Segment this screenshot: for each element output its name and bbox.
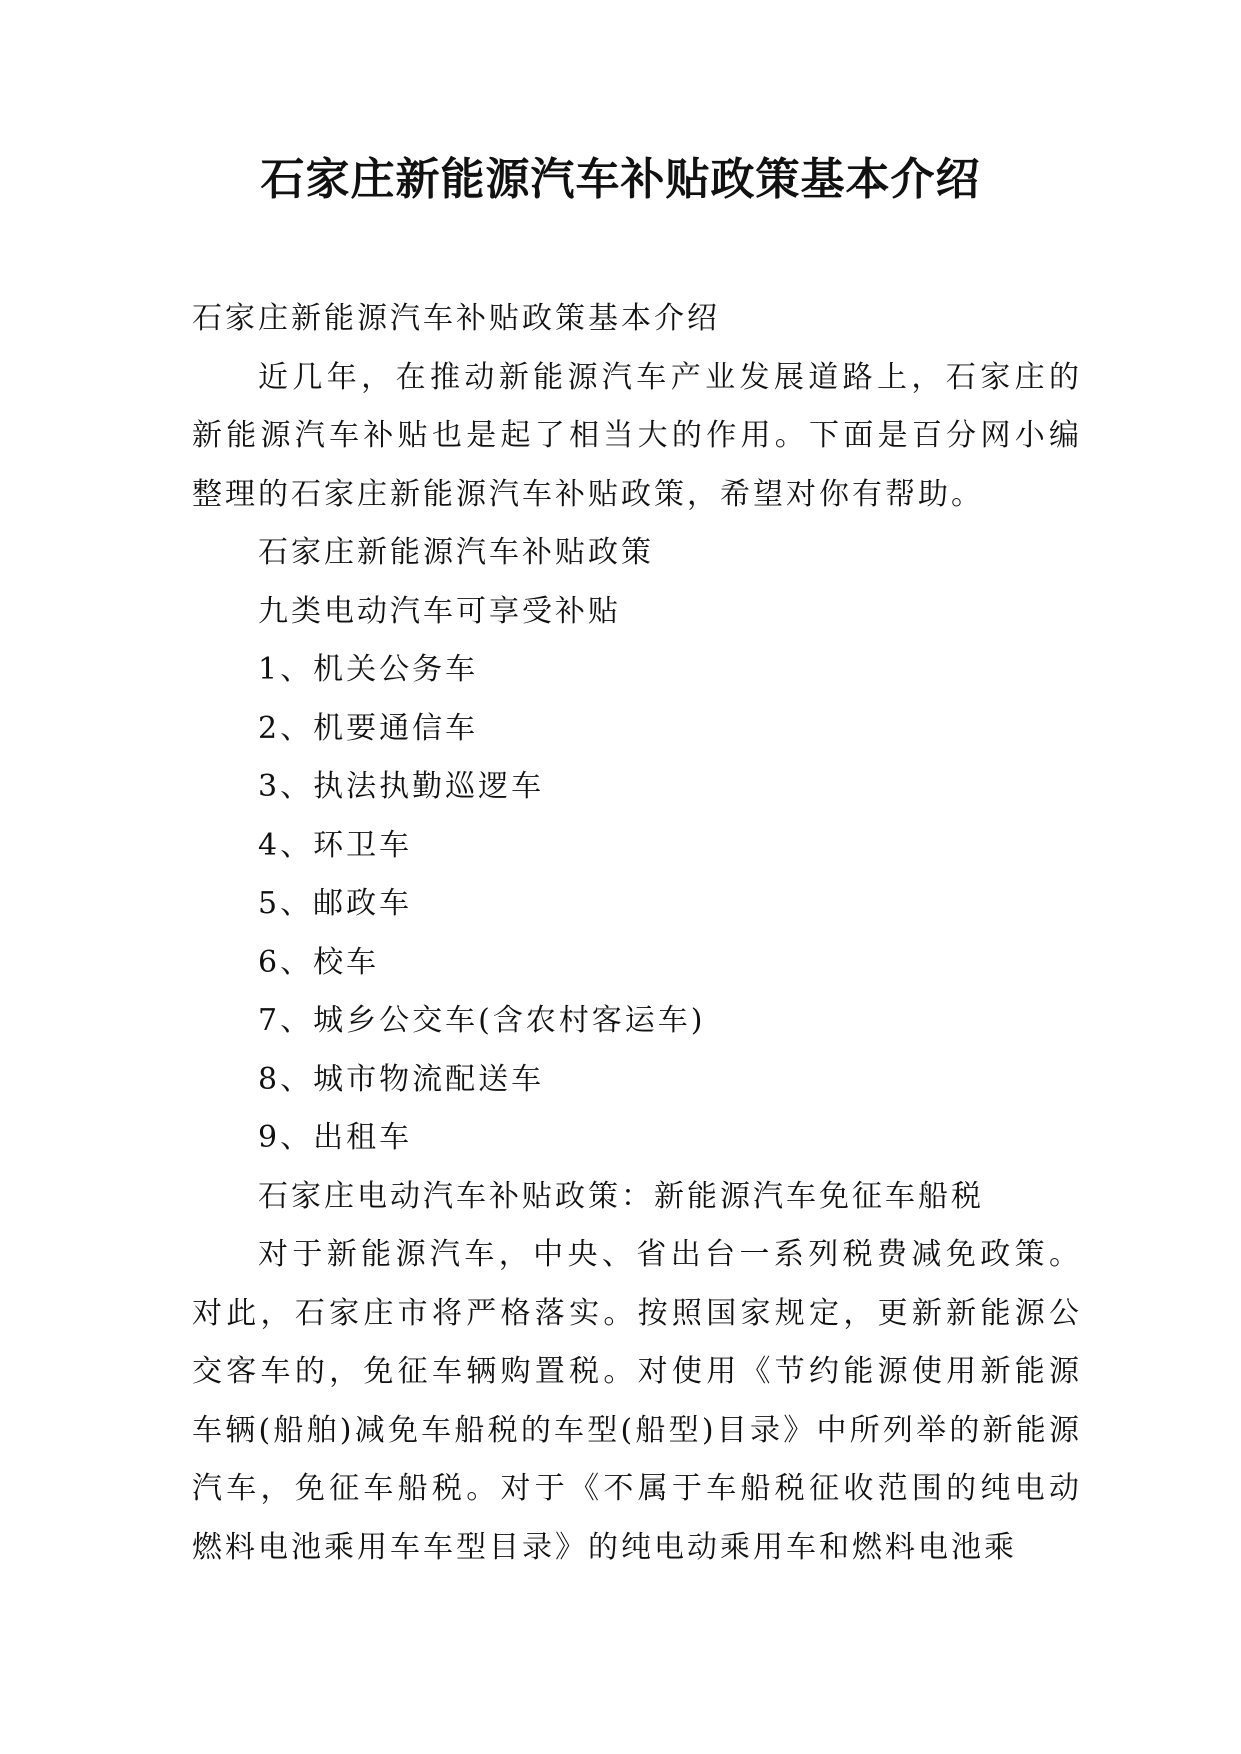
list-item: 7、城乡公交车(含农村客运车) xyxy=(258,1003,706,1038)
intro-paragraph: 近几年，在推动新能源汽车产业发展道路上，石家庄的新能源汽车补贴也是起了相当大的作用。下面是百分网小编整理的石家庄新能源汽车补贴政策，希望对你有帮助。 xyxy=(192,359,1082,512)
list-item: 3、执法执勤巡逻车 xyxy=(258,769,545,804)
list-item: 6、校车 xyxy=(258,944,380,980)
document-body xyxy=(192,290,1082,1577)
body-heading: 石家庄新能源汽车补贴政策基本介绍 xyxy=(192,301,720,336)
list-item: 4、环卫车 xyxy=(258,827,413,863)
subsection-heading: 九类电动汽车可享受补贴 xyxy=(258,593,621,629)
document-title: 石家庄新能源汽车补贴政策基本介绍 xyxy=(260,154,981,205)
section-heading: 石家庄电动汽车补贴政策：新能源汽车免征车船税 xyxy=(258,1178,984,1214)
list-item: 9、出租车 xyxy=(258,1120,413,1155)
list-item: 8、城市物流配送车 xyxy=(258,1061,545,1097)
list-item: 2、机要通信车 xyxy=(258,710,479,746)
tax-paragraph: 对于新能源汽车，中央、省出台一系列税费减免政策。对此，石家庄市将严格落实。按照国家规定，更新新能源公交客车的，免征车辆购置税。对使用《节约能源使用新能源车辆(船舶)减免车船税的车型(船型)目录》中所列举的新能源汽车，免征车船税。对于《不属于车船税征收范围的纯电动燃料电池乘用车车型目录》的纯电动乘用车和燃料电池乘 xyxy=(192,1237,1082,1565)
section-heading: 石家庄新能源汽车补贴政策 xyxy=(258,535,654,570)
list-item: 1、机关公务车 xyxy=(258,652,479,687)
list-item: 5、邮政车 xyxy=(258,886,413,921)
